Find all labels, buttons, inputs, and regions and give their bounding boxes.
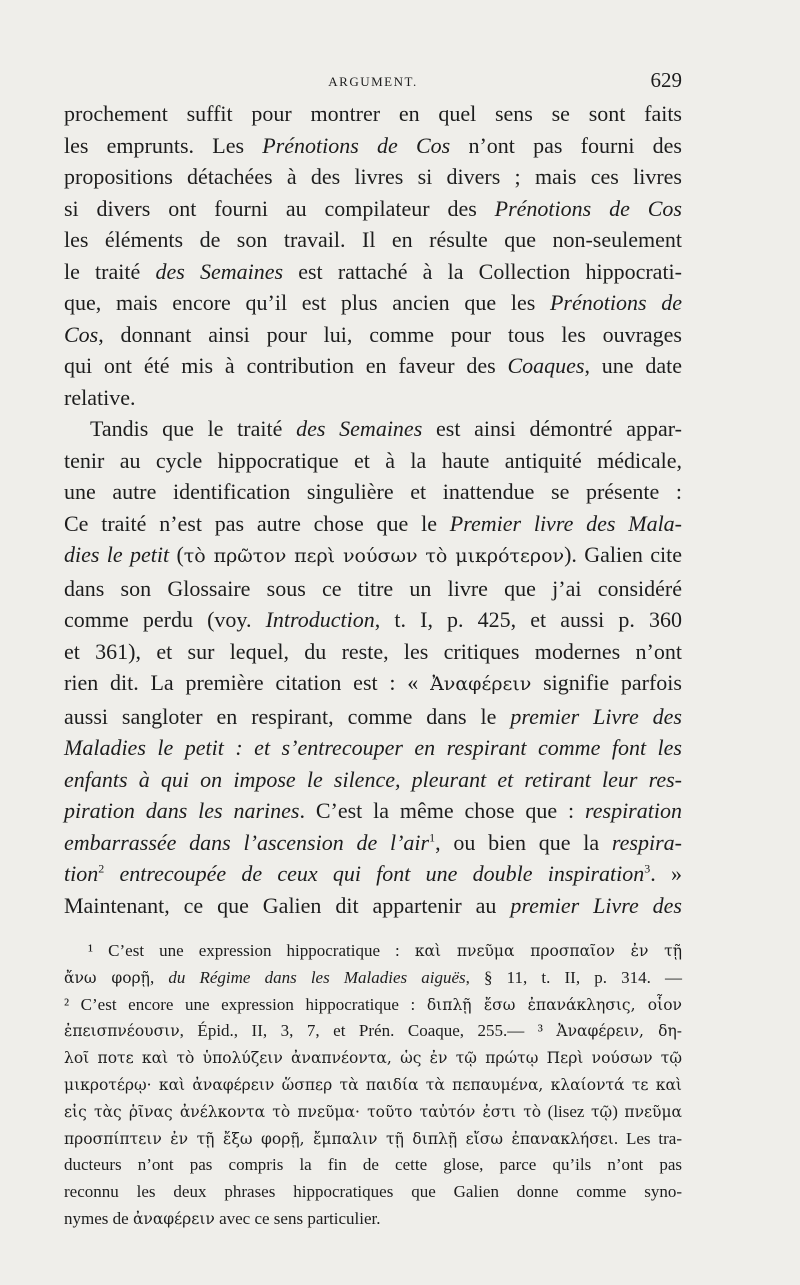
text-line: prochement suffit pour montrer en quel sens se sont faits xyxy=(64,101,682,126)
text-line: tenir au cycle hippocratique et à la haute antiquité médicale, xyxy=(64,447,682,473)
footnote-line: ἄνω φορῇ, du Régime dans les Maladies aiguës, § 11, t. II, p. 314. — xyxy=(64,967,683,987)
text-line: piration dans les narines. C’est la même chose que : respiration xyxy=(64,798,682,823)
text-line: Cos, donnant ainsi pour lui, comme pour tous les ouvrages xyxy=(64,321,682,347)
text-line: le traité des Semaines est rattaché à la Collection hippocrati- xyxy=(64,258,682,284)
footnote-line: προσπίπτειν ἐν τῇ ἔξω φορῇ, ἔμπαλιν τῇ διπλῇ εἴσω ἐπανακλήσει. Les tra- xyxy=(64,1128,683,1148)
text-line: si divers ont fourni au compilateur des Prénotions de Cos xyxy=(64,195,682,221)
footnote-line: ducteurs n’ont pas compris la fin de cette glose, parce qu’ils n’ont pas xyxy=(64,1155,682,1175)
footnote-line: λοῖ ποτε καὶ τὸ ὑπολύζειν ἀναπνέοντα, ὡς ἐν τῷ πρώτῳ Περὶ νούσων τῷ xyxy=(64,1049,682,1068)
footnotes xyxy=(64,938,682,1233)
footnote-line: ἐπεισπνέουσιν, Épid., II, 3, 7, et Prén. Coaque, 255.— ³ Ἀναφέρειν, δη- xyxy=(64,1021,683,1041)
text-line: aussi sangloter en respirant, comme dans le premier Livre des xyxy=(64,703,682,729)
page-number: 629 xyxy=(650,68,682,92)
footnote-ref: 1 xyxy=(429,830,436,845)
text-line: enfants à qui on impose le silence, pleurant et retirant leur res- xyxy=(64,766,682,792)
text-line: les emprunts. Les Prénotions de Cos n’ont pas fourni des xyxy=(64,132,682,158)
footnote-ref: 3 xyxy=(644,861,651,876)
footnote-line: ¹ C’est une expression hippocratique : καὶ πνεῦμα προσπαῖον ἐν τῇ xyxy=(88,941,682,960)
text-line: Maladies le petit : et s’entrecouper en respirant comme font les xyxy=(64,735,682,760)
footnote-line: εἰς τὰς ῥῖνας ἀνέλκοντα τὸ πνεῦμα· τοῦτο ταὐτόν ἐστι τὸ (lisez τῷ) πνεῦμα xyxy=(64,1101,682,1121)
footnote-line: reconnu les deux phrases hippocratiques que Galien donne comme syno- xyxy=(64,1182,682,1202)
footnote-line: μικροτέρῳ· καὶ ἀναφέρειν ὥσπερ τὰ παιδία τὰ πεπαυμένα, κλαίοντά τε καὶ xyxy=(64,1075,682,1094)
text-line: dies le petit (τὸ πρῶτον περὶ νούσων τὸ μικρότερον). Galien cite xyxy=(64,542,682,567)
text-line: Maintenant, ce que Galien dit appartenir au premier Livre des xyxy=(64,892,682,918)
text-line: les éléments de son travail. Il en résulte que non-seulement xyxy=(64,227,682,252)
running-title: ARGUMENT. xyxy=(328,74,418,89)
text-line: embarrassée dans l’ascension de l’air$^1$, ou bien que la respira- xyxy=(64,829,682,855)
main-text xyxy=(64,98,682,921)
text-line: qui ont été mis à contribution en faveur des Coaques, une date xyxy=(64,353,683,378)
text-line: dans son Glossaire sous ce titre un livre que j’ai considéré xyxy=(64,575,682,601)
text-line: Ce traité n’est pas autre chose que le Premier livre des Mala- xyxy=(64,510,683,536)
footnote-line: nymes de ἀναφέρειν avec ce sens particulier. xyxy=(64,1208,381,1228)
text-line: que, mais encore qu’il est plus ancien que les Prénotions de xyxy=(64,290,682,315)
footnote-line: ² C’est encore une expression hippocratique : διπλῇ ἔσω ἐπανάκλησις, οἷον xyxy=(64,994,682,1014)
footnote-ref: 2 xyxy=(98,861,105,876)
page-header xyxy=(64,68,682,98)
text-line: relative. xyxy=(64,384,136,410)
text-line: Tandis que le traité des Semaines est ainsi démontré appar- xyxy=(90,416,682,441)
text-line: tion$^2$ entrecoupée de ceux qui font une double inspiration$^3$. » xyxy=(64,861,682,886)
text-line: et 361), et sur lequel, du reste, les critiques modernes n’ont xyxy=(64,638,682,664)
text-line: propositions détachées à des livres si divers ; mais ces livres xyxy=(64,164,682,189)
text-line: comme perdu (voy. Introduction, t. I, p. 425, et aussi p. 360 xyxy=(64,607,682,632)
text-line: rien dit. La première citation est : « Ἀναφέρειν signifie parfois xyxy=(64,670,682,695)
text-line: une autre identification singulière et inattendue se présente : xyxy=(64,479,682,504)
